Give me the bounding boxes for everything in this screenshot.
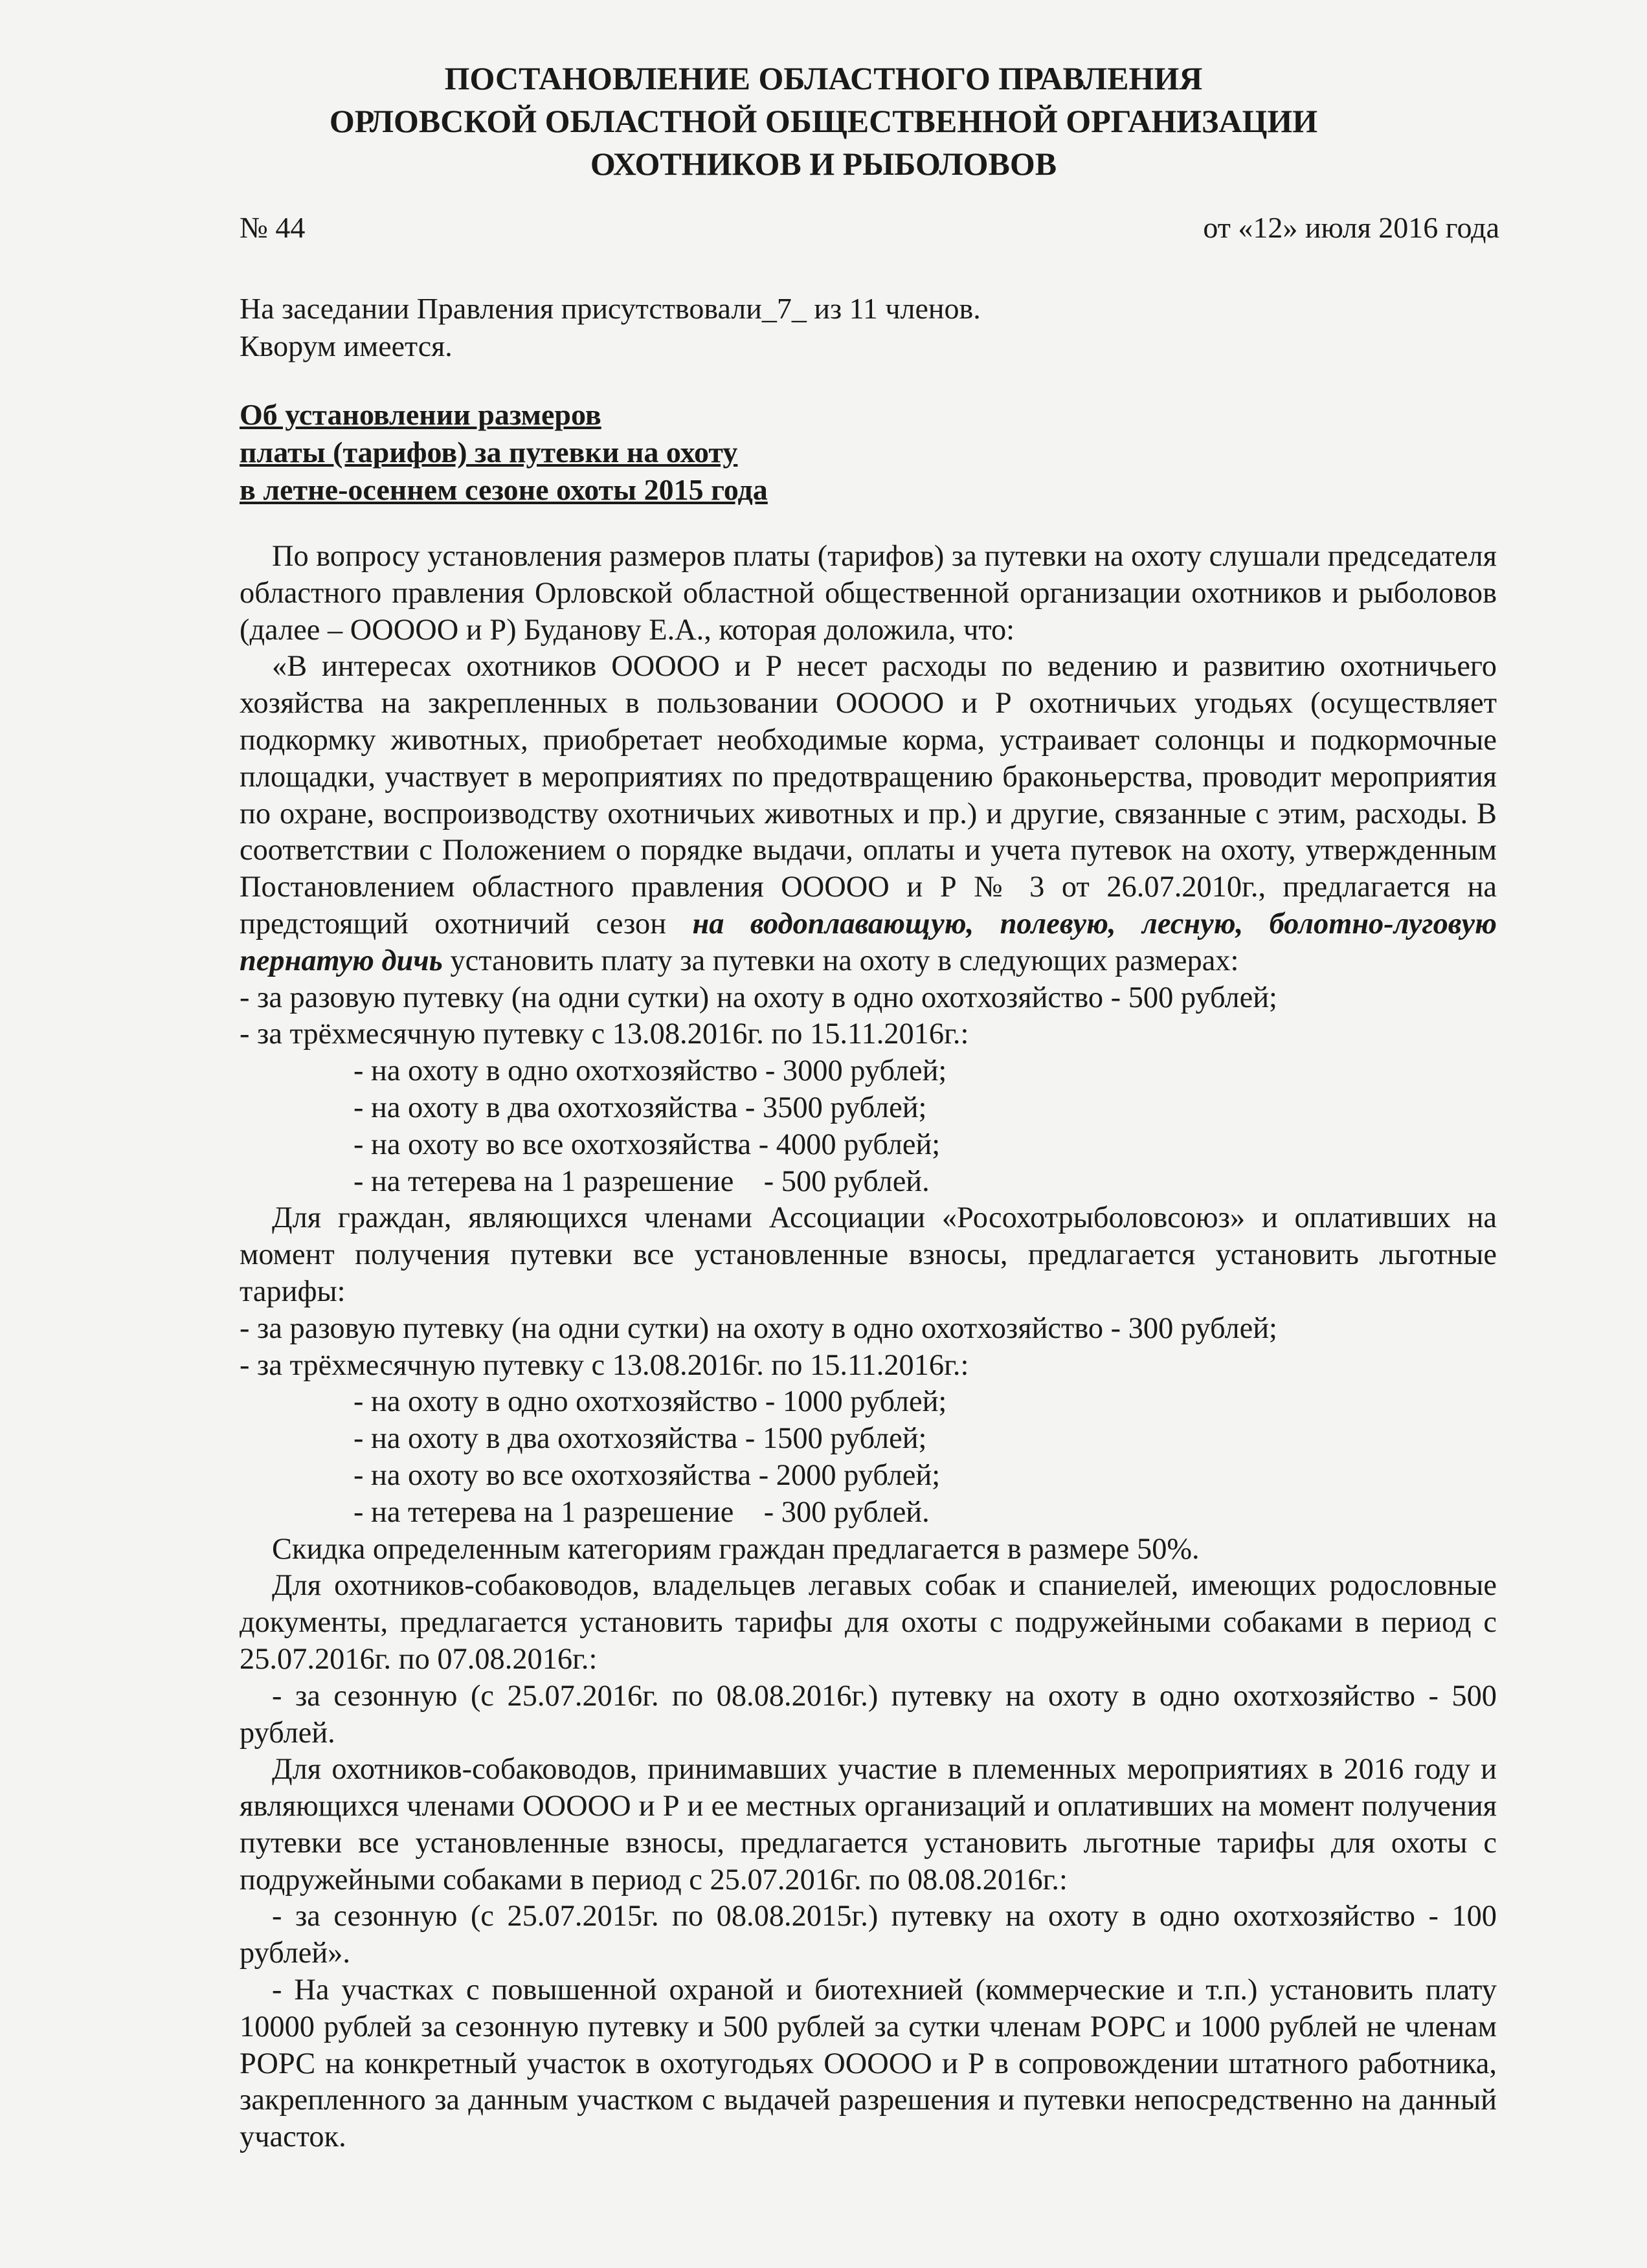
std-single-item: - за разовую путевку (на одни сутки) на охоту в одно охотхозяйство - 500 рублей; — [240, 981, 1277, 1014]
mem-three-month-item: - за трёхмесячную путевку с 13.08.2016г. по 15.11.2016г.: — [240, 1348, 969, 1382]
breeders-paragraph: Для охотников-собаководов, принимавших участие в племенных мероприятиях в 2016 году и являющихся членами ООООО и Р и ее местных организаций и оплативших на момент получения путевки все установленные взносы, предлагается установить льготные тарифы для охоты с подружейными собаками в период с 25.07.2016г. по 08.08.2016г.: — [240, 1753, 1497, 1896]
report-text-1: «В интересах охотников ООООО и Р несет расходы по ведению и развитию охотничьего хозяйства на закрепленных в пользовании ООООО и Р охотничьих угодьях (осуществляет подкормку животных, приобретает необходимые корма, устраивает солонцы и подкормочные площадки, участвует в мероприятиях по предотвращению браконьерства, проводит мероприятия по охране, воспроизводству охотничьих животных и пр.) и другие, связанные с этим, расходы. В соответствии с Положением о порядке выдачи, оплаты и учета путевок на охоту, утвержденным Постановлением областного правления ООООО и Р № 3 от 26.07.2010г., предлагается на предстоящий охотничий сезон — [240, 650, 1497, 940]
protected-areas-paragraph: - На участках с повышенной охраной и биотехнией (коммерческие и т.п.) установить плату 10000 рублей за сезонную путевку и 500 рублей за сутки членам РОРС и 1000 рублей не членам РОРС на конкретный участок в охотугодьях ООООО и Р в сопровождении штатного работника, закрепленного за данным участком с выдачей разрешения и путевки непосредственно на данный участок. — [240, 1973, 1497, 2154]
breeders-item: - за сезонную (с 25.07.2015г. по 08.08.2015г.) путевку на охоту в одно охотхозяйство - 100 рублей». — [240, 1900, 1497, 1970]
document-body — [240, 539, 1497, 2156]
title-line-3: ОХОТНИКОВ И РЫБОЛОВОВ — [590, 146, 1057, 182]
std-subitem: - на охоту в два охотхозяйства - 3500 рублей; — [353, 1091, 927, 1124]
title-line-2: ОРЛОВСКОЙ ОБЛАСТНОЙ ОБЩЕСТВЕННОЙ ОРГАНИЗАЦИИ — [329, 103, 1318, 139]
resolution-number: № 44 — [240, 211, 306, 244]
subject-line-2: платы (тарифов) за путевки на охоту — [240, 436, 738, 469]
discount-paragraph: Скидка определенным категориям граждан предлагается в размере 50%. — [272, 1532, 1200, 1566]
subject-line-3: в летне-осеннем сезоне охоты 2015 года — [240, 473, 768, 506]
std-three-month-item: - за трёхмесячную путевку с 13.08.2016г. по 15.11.2016г.: — [240, 1017, 969, 1051]
dogs-item: - за сезонную (с 25.07.2016г. по 08.08.2016г.) путевку на охоту в одно охотхозяйство - 500 рублей. — [240, 1679, 1497, 1750]
subject-heading — [240, 396, 768, 509]
title-line-1: ПОСТАНОВЛЕНИЕ ОБЛАСТНОГО ПРАВЛЕНИЯ — [444, 60, 1203, 96]
std-subitem: - на тетерева на 1 разрешение - 500 рублей. — [353, 1164, 930, 1198]
members-paragraph: Для граждан, являющихся членами Ассоциации «Росохотрыболовсоюз» и оплативших на момент получения путевки все установленные взносы, предлагается установить льготные тарифы: — [240, 1201, 1497, 1308]
std-subitem: - на охоту в одно охотхозяйство - 3000 рублей; — [353, 1054, 947, 1088]
report-paragraph — [240, 649, 1497, 979]
std-subitem: - на охоту во все охотхозяйства - 4000 рублей; — [353, 1128, 941, 1161]
report-text-2: установить плату за путевки на охоту в следующих размерах: — [442, 944, 1239, 977]
report-emphasis: на водоплавающую, полевую, лесную, болотно-луговую пернатую дичь — [240, 907, 1497, 977]
document-title — [0, 57, 1647, 185]
intro-paragraph: По вопросу установления размеров платы (тарифов) за путевки на охоту слушали председателя областного правления Орловской областной общественной организации охотников и рыболовов (далее – ООООО и Р) Буданову Е.А., которая доложила, что: — [240, 540, 1497, 647]
mem-single-item: - за разовую путевку (на одни сутки) на охоту в одно охотхозяйство - 300 рублей; — [240, 1311, 1277, 1345]
mem-subitem: - на охоту во все охотхозяйства - 2000 рублей; — [353, 1458, 941, 1492]
subject-line-1: Об установлении размеров — [240, 398, 601, 431]
mem-subitem: - на охоту в одно охотхозяйство - 1000 рублей; — [353, 1385, 947, 1419]
mem-subitem: - на тетерева на 1 разрешение - 300 рублей. — [353, 1495, 930, 1529]
dogs-paragraph: Для охотников-собаководов, владельцев легавых собак и спаниелей, имеющих родословные документы, предлагается установить тарифы для охоты с подружейными собаками в период с 25.07.2016г. по 07.08.2016г.: — [240, 1569, 1497, 1676]
mem-subitem: - на охоту в два охотхозяйства - 1500 рублей; — [353, 1422, 927, 1456]
attendance-note: На заседании Правления присутствовали_7_ из 11 членов. — [240, 292, 981, 325]
resolution-date: от «12» июля 2016 года — [1203, 211, 1499, 244]
quorum-note: Кворум имеется. — [240, 329, 453, 362]
